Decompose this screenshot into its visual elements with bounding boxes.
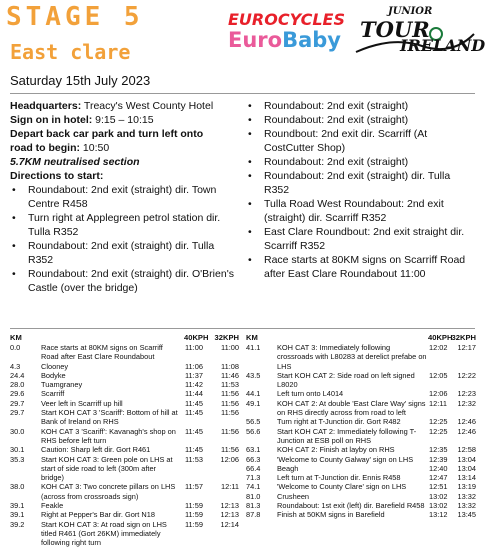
row-km: 49.1 [246,398,261,408]
row-km: 43.5 [246,370,261,380]
list-item-text: Roundabout: 2nd exit (straight) dir. Tulla R352 [28,240,215,266]
row-40kph: 11:44 [185,389,203,399]
stage-title: STAGE 5 [6,2,144,32]
list-item [246,113,478,127]
table-row [246,371,476,390]
row-40kph: 11:06 [185,361,203,371]
bullet-icon: • [248,128,252,140]
row-32kph: 11:56 [221,445,239,455]
table-header [10,333,238,343]
bullet-icon: • [248,170,252,182]
info-left-column [10,99,238,295]
depart-value: 10:50 [80,142,110,154]
row-description: KOH CAT 2: At double 'East Clare Way' signs on RHS directly across from road to left [277,398,426,418]
row-32kph: 12:23 [457,389,476,399]
row-40kph: 11:45 [185,426,203,436]
row-km: 38.0 [10,482,25,492]
row-km: 56.6 [246,426,261,436]
signon-label: Sign on in hotel: [10,114,93,126]
table-row [10,501,238,510]
row-km: 81.3 [246,501,261,511]
headquarters-value: Treacy's West County Hotel [81,100,214,112]
table-row [10,371,238,380]
table-row [246,445,476,454]
row-description: Feakle [41,501,64,511]
row-km: 39.2 [10,519,25,529]
depart-line [10,141,238,155]
table-row [10,427,238,446]
bullet-icon: • [248,226,252,238]
row-km: 29.7 [10,398,25,408]
row-40kph: 11:59 [185,510,203,520]
row-32kph: 13:32 [457,491,476,501]
table-row [246,464,476,473]
table-row [246,510,476,519]
table-row [246,417,476,426]
table-row [246,427,476,446]
row-km: 81.0 [246,491,261,501]
row-km: 66.4 [246,463,261,473]
header-divider [10,93,475,94]
row-32kph: 13:19 [457,482,476,492]
row-km: 44.1 [246,389,261,399]
info-right-column [246,99,478,281]
row-description: Turn right at T-Junction dir. Gort R482 [277,417,401,427]
table-row [10,399,238,408]
header-32kph: 32KPH [451,333,476,342]
row-description: Start KOH CAT 3: Green pole on LHS at start of side road to left (300m after bridge) [41,454,173,483]
row-40kph: 11:59 [185,519,203,529]
row-32kph: 12:11 [221,482,239,492]
row-32kph: 12:46 [457,417,476,427]
row-km: 56.5 [246,417,261,427]
table-body [10,343,238,548]
bullet-icon: • [248,254,252,266]
table-row [246,343,476,371]
row-km: 29.6 [10,389,25,399]
list-item [246,169,478,197]
table-row [246,501,476,510]
list-item [10,211,238,239]
directions-list-right [246,99,478,281]
header-40kph: 40KPH [428,333,453,342]
bullet-icon: • [248,100,252,112]
list-item [246,99,478,113]
row-40kph: 13:02 [429,501,448,511]
row-40kph: 13:02 [429,491,448,501]
list-item-text: Race starts at 80KM signs on Scarriff Road after East Clare Roundabout 11:00 [264,254,466,280]
table-row [10,362,238,371]
row-40kph: 11:53 [185,454,203,464]
row-40kph: 11:37 [185,370,203,380]
list-item [10,183,238,211]
row-40kph: 12:25 [429,417,448,427]
row-km: 63.1 [246,445,261,455]
bullet-icon: • [248,198,252,210]
row-32kph: 12:14 [220,519,239,529]
list-item [246,253,478,281]
row-description: Caution: Sharp left dir. Gort R461 [41,445,151,455]
row-km: 28.0 [10,380,25,390]
eurocycles-logo: EUROCYCLES [228,10,345,29]
tour-logo-tour: TOUR [360,17,430,42]
table-row [10,482,238,501]
row-40kph: 12:06 [429,389,448,399]
row-description: KOH CAT 2: Finish at layby on RHS [277,445,395,455]
table-row [10,380,238,389]
row-km: 29.7 [10,408,25,418]
table-divider [10,328,475,329]
row-32kph: 11:56 [221,398,239,408]
row-40kph: 12:39 [429,454,448,464]
row-40kph: 11:59 [185,501,203,511]
row-description: Roundabout: 1st exit (left) dir. Barefield R458 [277,501,425,511]
row-32kph: 13:45 [457,510,476,520]
row-32kph: 12:58 [457,445,476,455]
row-description: Race starts at 80KM signs on Scarriff Road after East Clare Roundabout [41,343,163,362]
row-description: Veer left in Scarriff up hill [41,398,123,408]
header-40kph: 40KPH [184,333,209,342]
list-item-text: Roundabout: 2nd exit (straight) [264,114,409,126]
eurobaby-logo-euro: Euro [228,28,283,52]
tour-logo-junior: JUNIOR [388,6,433,17]
list-item [10,267,238,295]
row-40kph: 13:12 [429,510,448,520]
list-item-text: Tulla Road West Roundabout: 2nd exit (straight) dir. Scarriff R352 [264,198,444,224]
table-row [246,473,476,482]
table-row [246,399,476,418]
row-32kph: 13:32 [457,501,476,511]
row-km: 41.1 [246,343,261,352]
row-description: Left turn at T-Junction dir. Ennis R458 [277,473,401,483]
bullet-icon: • [12,268,16,280]
list-item [10,239,238,267]
row-40kph: 12:47 [429,473,448,483]
row-description: Finish at 50KM signs in Barefield [277,510,385,520]
row-32kph: 13:04 [457,454,476,464]
eurobaby-logo-baby: Baby [282,28,341,52]
row-km: 24.4 [10,370,25,380]
stage-date: Saturday 15th July 2023 [10,73,151,88]
row-km: 74.1 [246,482,261,492]
row-description: KOH CAT 3 'Scariff': Kavanagh's shop on RHS before left turn [41,426,176,445]
row-32kph: 11:46 [221,370,239,380]
header-km: KM [10,333,22,342]
list-item [246,127,478,155]
table-row [10,455,238,483]
table-body [246,343,476,520]
table-row [10,520,238,548]
row-32kph: 11:08 [221,361,239,371]
row-km: 66.3 [246,454,261,464]
bullet-icon: • [12,184,16,196]
table-row [246,492,476,501]
depart-label-2: road to begin: [10,142,80,154]
list-item-text: Roundabout: 2nd exit (straight) dir. Tulla R352 [264,170,451,196]
row-km: 39.1 [10,501,25,511]
row-description: Bodyke [41,370,66,380]
row-32kph: 12:13 [220,510,239,520]
row-32kph: 12:06 [220,454,239,464]
row-description: Left turn onto L4014 [277,389,344,399]
headquarters-label: Headquarters: [10,100,82,112]
row-32kph: 11:00 [221,343,239,352]
list-item [246,197,478,225]
table-row [246,389,476,398]
row-32kph: 13:14 [457,473,476,483]
row-km: 35.3 [10,454,25,464]
row-40kph: 12:02 [429,343,448,352]
row-km: 0.0 [10,343,21,352]
list-item-text: Turn right at Applegreen petrol station dir. Tulla R352 [28,212,221,238]
signon-line [10,113,238,127]
list-item-text: Roundabout: 2nd exit (straight) [264,100,409,112]
directions-list-left [10,183,238,295]
row-32kph: 11:56 [221,389,239,399]
row-description: Right at Pepper's Bar dir. Gort N18 [41,510,155,520]
row-km: 30.1 [10,445,25,455]
list-item-text: East Clare Roundbout: 2nd exit straight dir. Scarriff R352 [264,226,465,252]
row-km: 87.8 [246,510,261,520]
row-40kph: 12:05 [429,370,448,380]
row-description: Start KOH CAT 2: Side road on left signed L8020 [277,370,415,390]
neutralised-section: 5.7KM neutralised section [10,156,140,168]
row-description: Scarriff [41,389,65,399]
row-32kph: 11:56 [221,408,239,418]
table-row [246,482,476,491]
signon-value: 9:15 – 10:15 [92,114,154,126]
row-description: Beagh [277,463,299,473]
header-32kph: 32KPH [214,333,239,342]
row-40kph: 11:42 [185,380,203,390]
row-description: KOH CAT 3: Immediately following crossroads with L80283 at derelict prefabe on LHS [277,343,427,371]
row-km: 30.0 [10,426,25,436]
headquarters-line [10,99,238,113]
row-40kph: 12:25 [429,426,448,436]
route-table-right [246,333,476,520]
list-item [246,225,478,253]
row-description: KOH CAT 3: Two concrete pillars on LHS (across from crossroads sign) [41,482,176,501]
table-row [10,510,238,519]
row-32kph: 11:56 [221,426,239,436]
row-description: 'Welcome to County Galway' sign on LHS [277,454,414,464]
list-item [246,155,478,169]
list-item-text: Roundbout: 2nd exit dir. Scarriff (At CostCutter Shop) [264,128,428,154]
row-32kph: 12:32 [457,398,476,408]
row-description: Start KOH CAT 2: Immediately following T-Junction at ESB poll on RHS [277,426,417,445]
row-40kph: 11:45 [185,445,203,455]
row-40kph: 11:00 [185,343,203,352]
row-32kph: 12:22 [457,370,476,380]
bullet-icon: • [12,240,16,252]
table-row [10,445,238,454]
row-40kph: 11:45 [185,398,203,408]
row-40kph: 12:51 [429,482,448,492]
bullet-icon: • [248,156,252,168]
row-32kph: 11:53 [221,380,239,390]
row-32kph: 12:46 [457,426,476,436]
directions-label: Directions to start: [10,170,104,182]
row-40kph: 11:45 [185,408,203,418]
row-description: Start KOH CAT 3 'Scariff': Bottom of hill at Bank of Ireland on RHS [41,408,178,427]
row-description: Tuamgraney [41,380,83,390]
bullet-icon: • [248,114,252,126]
row-km: 71.3 [246,473,261,483]
depart-label-1: Depart back car park and turn left onto [10,128,204,140]
route-table-left [10,333,238,548]
row-description: Clooney [41,361,69,371]
row-40kph: 11:57 [185,482,203,492]
row-32kph: 12:13 [220,501,239,511]
table-header [246,333,476,343]
row-description: Crusheen [277,491,310,501]
row-description: Start KOH CAT 3: At road sign on LHS titled R461 (Gort 26KM) immediately following right turn [41,519,167,548]
row-km: 4.3 [10,361,21,371]
table-row [10,343,238,362]
row-40kph: 12:35 [429,445,448,455]
table-row [246,455,476,464]
row-32kph: 12:17 [457,343,476,352]
list-item-text: Roundabout: 2nd exit (straight) [264,156,409,168]
list-item-text: Roundabout: 2nd exit (straight) dir. Town Centre R458 [28,184,217,210]
row-40kph: 12:40 [429,463,448,473]
table-row [10,389,238,398]
list-item-text: Roundabout: 2nd exit (straight) dir. O'Brien's Castle (over the bridge) [28,268,234,294]
row-40kph: 12:11 [429,398,447,408]
table-row [10,408,238,427]
header-km: KM [246,333,258,342]
bullet-icon: • [12,212,16,224]
row-32kph: 13:04 [457,463,476,473]
stage-subtitle: East clare [10,40,131,64]
row-km: 39.1 [10,510,25,520]
tour-logo-ireland: IRELAND [400,36,485,55]
row-description: 'Welcome to County Clare' sign on LHS [277,482,407,492]
eurobaby-logo [228,28,341,52]
